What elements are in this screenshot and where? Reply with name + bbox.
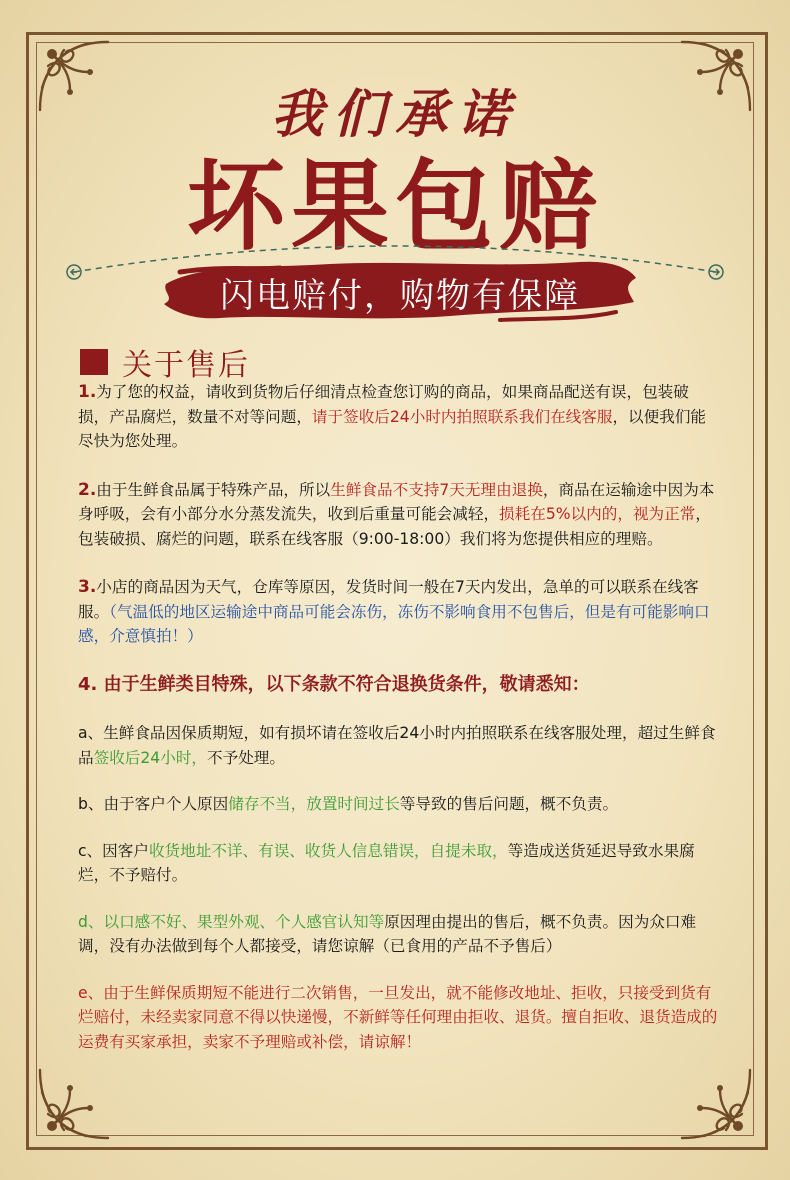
clause-text: b、由于客户个人原因 bbox=[78, 795, 229, 813]
term-note: （气温低的地区运输途中商品可能会冻伤，冻伤不影响食用不包售后，但是有可能影响口感，介意慎拍！） bbox=[78, 602, 710, 645]
clause-d bbox=[78, 910, 718, 959]
clause-text: a、生鲜食品因保质期短，如有损坏请在签收后24小时内拍照联系在线客服处理，超过生鲜食品 bbox=[78, 724, 716, 767]
terms-content bbox=[78, 380, 718, 1054]
arrow-right-icon bbox=[709, 265, 723, 279]
banner-text: 闪电赔付，购物有保障 bbox=[220, 276, 580, 316]
term-3 bbox=[78, 575, 718, 649]
clause-a bbox=[78, 721, 718, 770]
clause-b bbox=[78, 792, 718, 817]
arrow-left-icon bbox=[67, 265, 81, 279]
term-text: ，以便我们能尽快为您处理。 bbox=[78, 407, 707, 450]
term-4-heading: 4. 由于生鲜类目特殊，以下条款不符合退换货条件，敬请悉知： bbox=[78, 673, 590, 695]
clause-c bbox=[78, 839, 718, 888]
term-1 bbox=[78, 380, 718, 454]
term-number: 1. bbox=[78, 382, 97, 402]
clause-text: 等导致的售后问题，概不负责。 bbox=[399, 795, 619, 813]
clause-e: e、由于生鲜保质期短不能进行二次销售，一旦发出，就不能修改地址、拒收，只接受到货有烂赔付，未经卖家同意不得以快递慢，不新鲜等任何理由拒收、退货。擅自拒收、退货造成的运费有买家承担，卖家不予理赔或补偿，请谅解！ bbox=[78, 983, 718, 1051]
clause-highlight: 收货地址不详、有误、收货人信息错误，自提未取， bbox=[148, 841, 508, 860]
term-highlight: 损耗在5%以内的，视为正常 bbox=[499, 505, 696, 523]
clause-highlight: 储存不当，放置时间过长 bbox=[228, 795, 400, 813]
square-bullet-icon bbox=[80, 349, 108, 375]
term-number: 2. bbox=[78, 479, 97, 500]
clause-text: 等造成送货延迟导致水果腐烂，不予赔付。 bbox=[78, 841, 695, 884]
clause-text: 不予处理。 bbox=[207, 748, 285, 767]
term-number: 3. bbox=[78, 577, 97, 597]
clause-highlight: d、以口感不好、果型外观、个人感官认知等 bbox=[78, 912, 385, 931]
section-title: 关于售后 bbox=[122, 348, 250, 383]
term-highlight: 生鲜食品不支持7天无理由退换 bbox=[330, 480, 543, 499]
clause-highlight: 签收后24小时， bbox=[93, 748, 208, 767]
term-text: 为了您的权益，请收到货物后仔细清点检查您订购的商品，如果商品配送有误，包装破损，产品腐烂，数量不对等问题， bbox=[78, 383, 689, 426]
clause-text: c、因客户 bbox=[78, 841, 149, 860]
clause-text: 原因理由提出的售后，概不负责。因为众口难调，没有办法做到每个人都接受，请您谅解（已食用的产品不予售后） bbox=[78, 912, 697, 955]
term-text: ，商品在运输途中因为本身呼吸，会有小部分水分蒸发流失，收到后重量可能会减轻， bbox=[78, 480, 715, 523]
term-text: 由于生鲜食品属于特殊产品，所以 bbox=[96, 480, 331, 499]
headline: 坏果包赔 bbox=[186, 150, 603, 264]
section-header bbox=[80, 340, 250, 384]
term-text: 小店的商品因为天气，仓库等原因，发货时间一般在7天内发出，急单的可以联系在线客服。 bbox=[78, 578, 699, 621]
corner-ornament-icon bbox=[676, 1064, 756, 1144]
corner-ornament-icon bbox=[34, 1064, 114, 1144]
term-2 bbox=[78, 478, 718, 552]
term-highlight: 请于签收后24小时内拍照联系我们在线客服 bbox=[311, 407, 613, 426]
promise-title: 我们承诺 bbox=[270, 84, 519, 145]
term-text: ，包装破损、腐烂的问题，联系在线客服（9:00-18:00）我们将为您提供相应的理赔。 bbox=[78, 505, 711, 548]
